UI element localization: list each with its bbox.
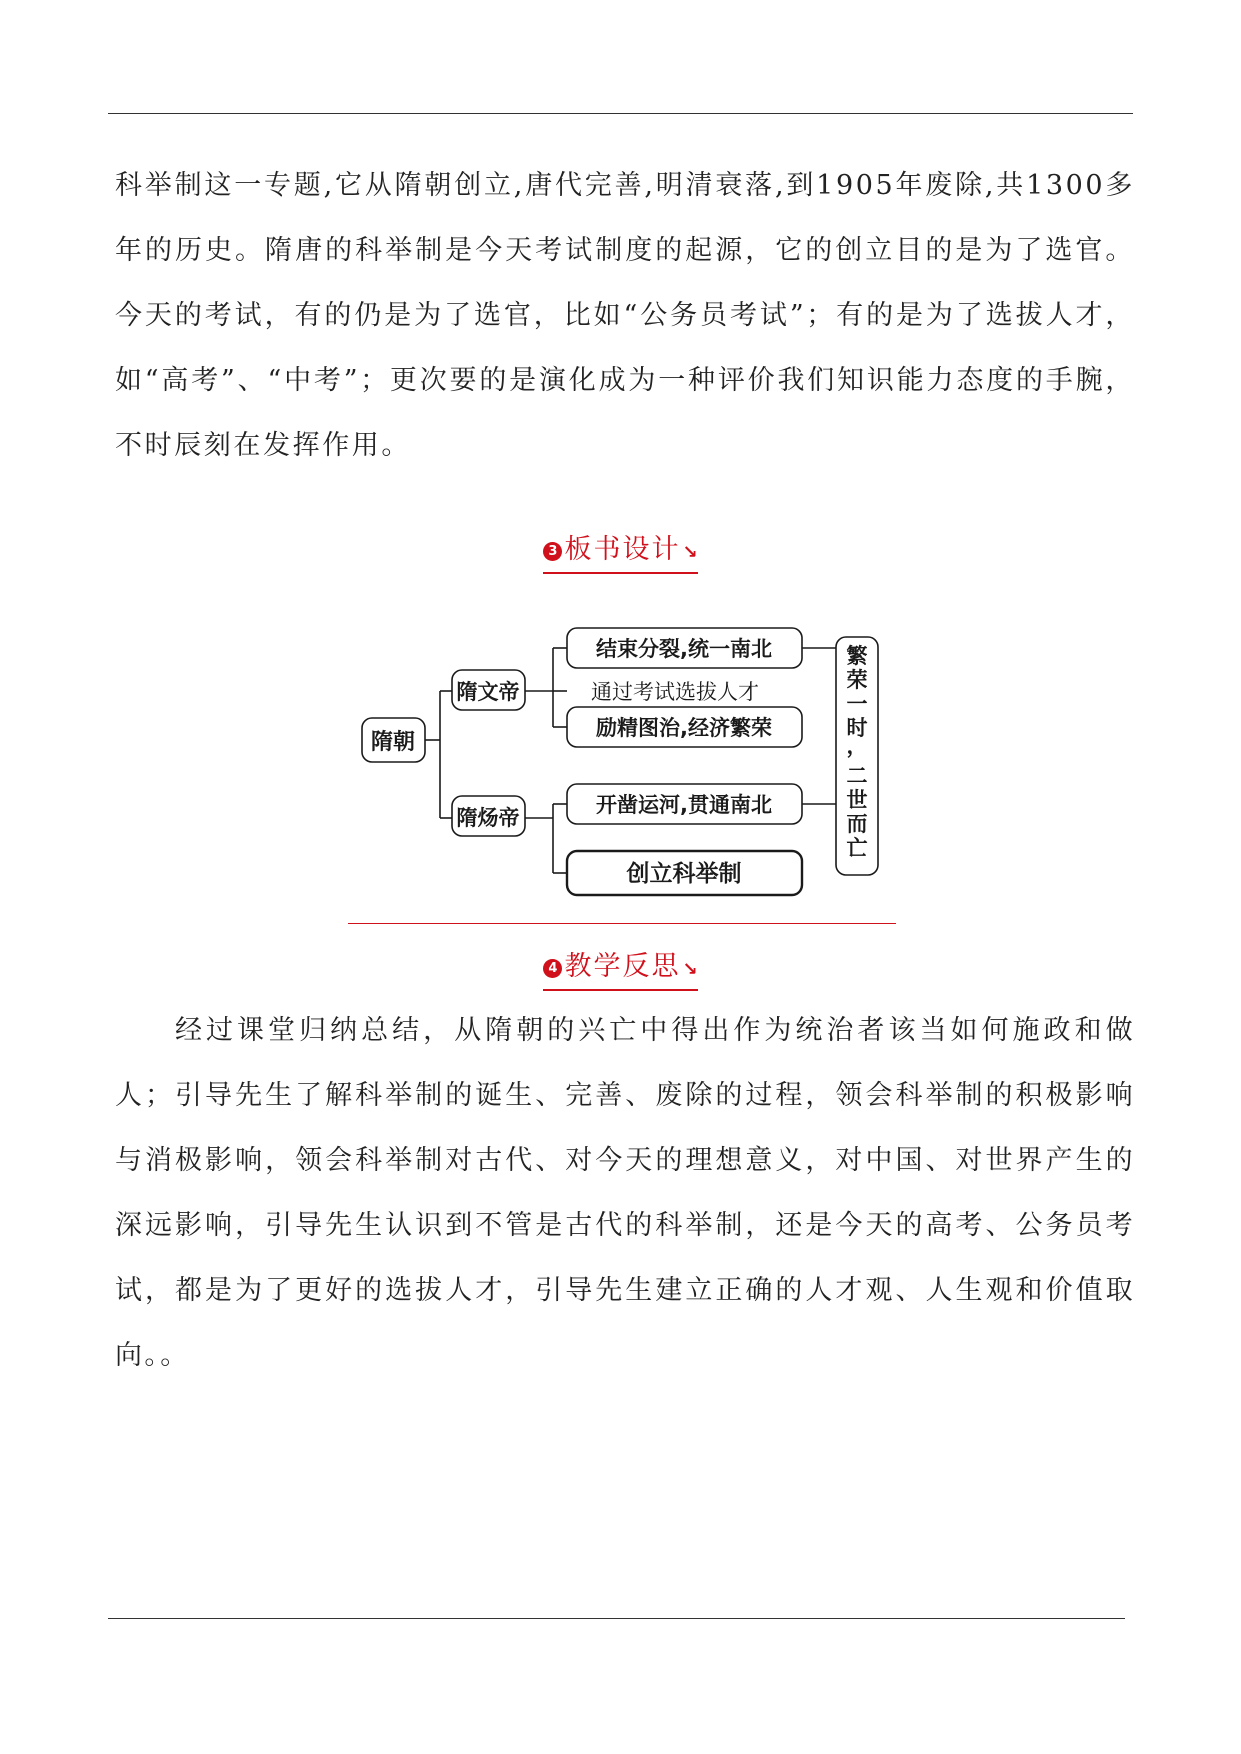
body-paragraph-intro: 科举制这一专题,它从隋朝创立,唐代完善,明清衰落,到1905年废除,共1300多年的历史。隋唐的科举制是今天考试制度的起源，它的创立目的是为了选官。今天的考试，有的仍是为了选官，比如“公务员考试”；有的是为了选拔人才，如“高考”、“中考”；更次要的是演化成为一种评价我们知识能力态度的手腕，不时辰刻在发挥作用。 (115, 170, 1135, 461)
node-item-1-label: 结束分裂,统一南北 (596, 637, 772, 661)
summary-char: 亡 (846, 836, 868, 860)
node-item-3-label: 励精图治,经济繁荣 (596, 716, 772, 740)
summary-char: 二 (846, 764, 868, 788)
node-branch-1-label: 隋文帝 (456, 680, 520, 704)
summary-char: 时 (846, 716, 868, 740)
section-heading-label: 板书设计 (564, 534, 681, 565)
section-heading-label: 教学反思 (564, 951, 681, 982)
summary-char: 荣 (846, 668, 868, 692)
down-right-arrow-icon: ↘ (682, 542, 698, 563)
section-divider (348, 923, 896, 924)
node-branch-2-label: 隋炀帝 (456, 806, 520, 830)
node-item-5-label: 创立科举制 (626, 861, 742, 887)
circled-number-3-icon: 3 (543, 542, 562, 561)
section-heading-board-inner (543, 532, 697, 574)
section-heading-board-design (0, 532, 1241, 574)
circled-number-4-icon: 4 (543, 959, 562, 978)
summary-char: 世 (846, 788, 868, 812)
down-right-arrow-icon: ↘ (682, 959, 698, 980)
section-heading-teaching-reflection (0, 949, 1241, 991)
footer-rule (108, 1618, 1125, 1619)
board-design-diagram (355, 625, 900, 915)
summary-char: ， (846, 734, 868, 758)
node-item-2-label: 通过考试选拔人才 (591, 680, 759, 704)
node-summary-label (847, 644, 868, 860)
node-item-4-label: 开凿运河,贯通南北 (596, 793, 772, 817)
summary-char: 繁 (846, 644, 868, 668)
header-rule (108, 113, 1133, 114)
summary-char: 一 (846, 692, 868, 716)
node-root-label: 隋朝 (370, 730, 416, 755)
body-paragraph-reflection: 经过课堂归纳总结，从隋朝的兴亡中得出作为统治者该当如何施政和做人；引导先生了解科举制的诞生、完善、废除的过程，领会科举制的积极影响与消极影响，领会科举制对古代、对今天的理想意义，对中国、对世界产生的深远影响，引导先生认识到不管是古代的科举制，还是今天的高考、公务员考试，都是为了更好的选拔人才，引导先生建立正确的人才观、人生观和价值取向。。 (115, 1015, 1135, 1371)
section-heading-reflect-inner (543, 949, 697, 991)
summary-char: 而 (846, 812, 868, 836)
